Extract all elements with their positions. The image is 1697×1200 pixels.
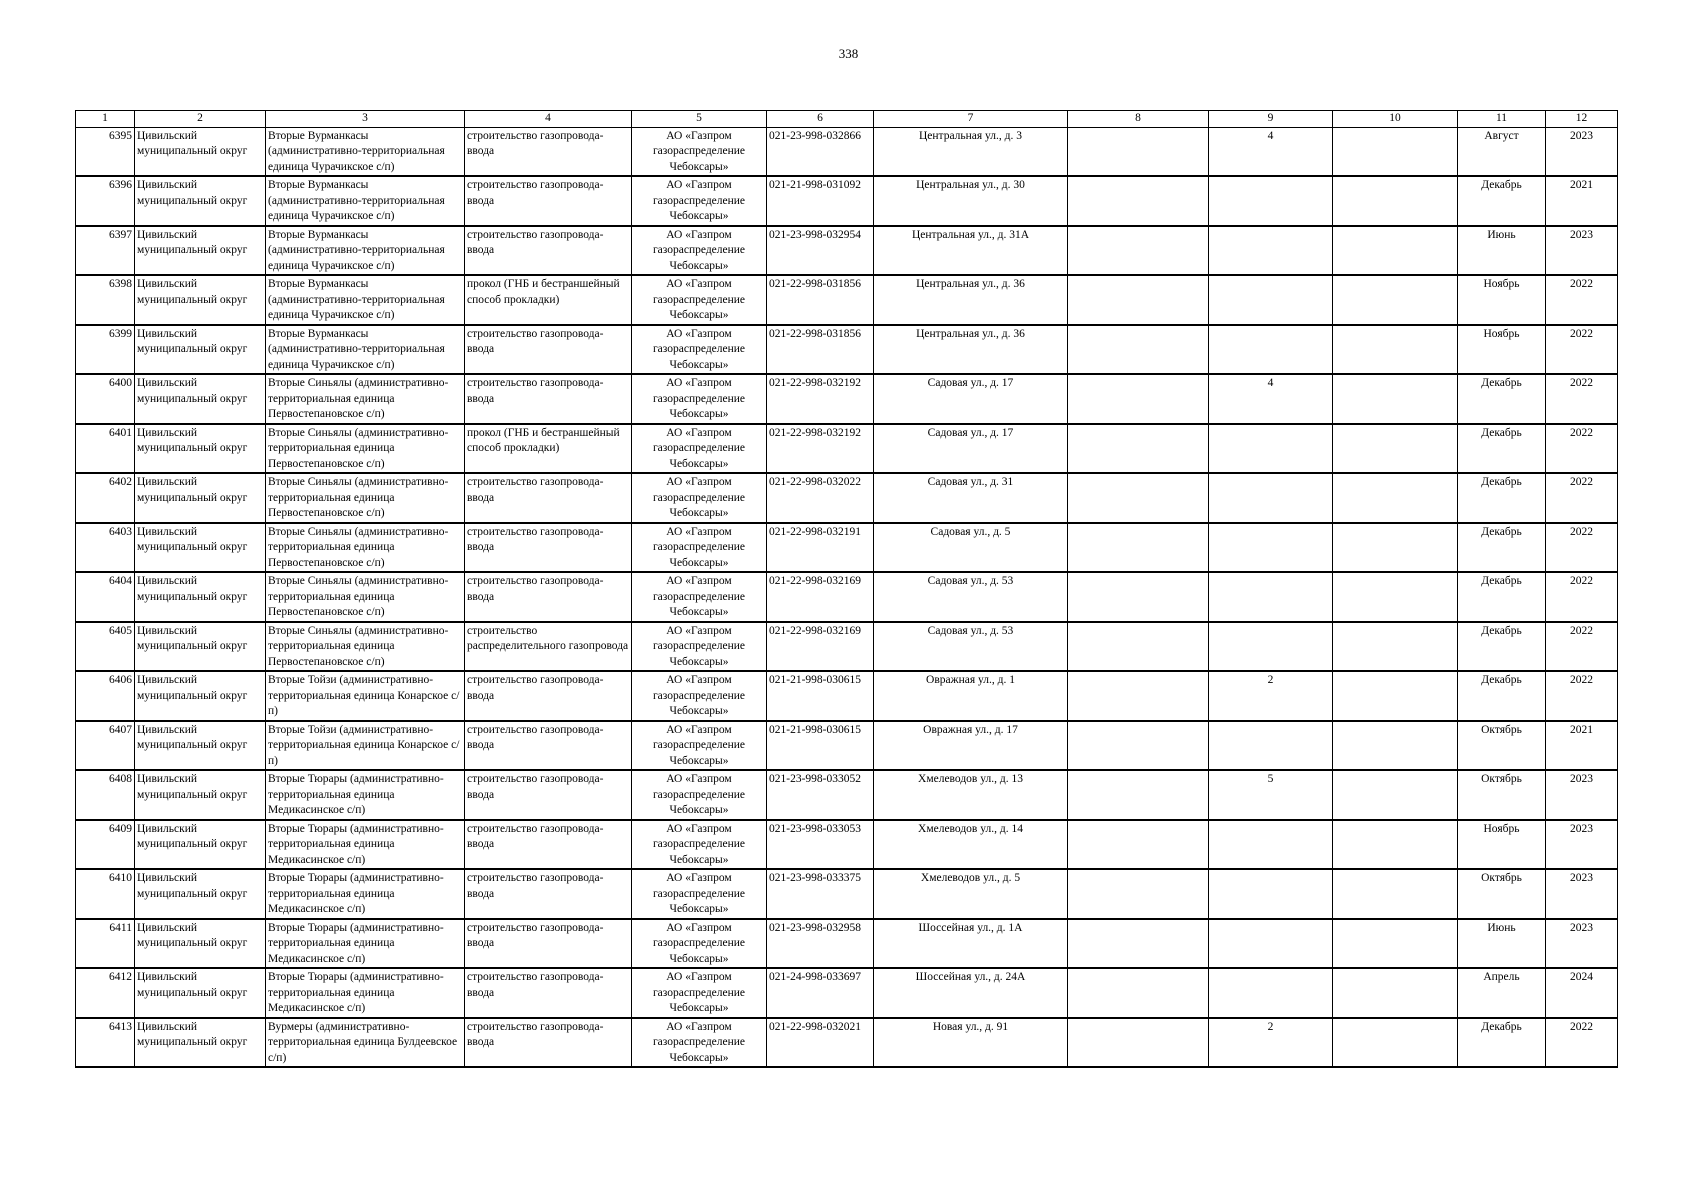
cell-month: Декабрь [1458, 374, 1546, 424]
cell-settlement: Вторые Тюрары (административно-территориальная единица Медикасинское с/п) [266, 869, 465, 919]
cell-organization: АО «Газпром газораспределение Чебоксары» [632, 622, 767, 672]
cell-month: Декабрь [1458, 671, 1546, 721]
cell-col8 [1068, 275, 1209, 325]
cell-address: Шоссейная ул., д. 1А [874, 919, 1068, 969]
cell-col8 [1068, 325, 1209, 375]
column-header: 8 [1068, 111, 1209, 128]
cell-col9 [1209, 820, 1333, 870]
cell-number: 6408 [76, 770, 135, 820]
cell-work-type: строительство газопровода-ввода [465, 325, 632, 375]
header-row [76, 111, 1618, 128]
cell-address: Хмелеводов ул., д. 5 [874, 869, 1068, 919]
table-row [76, 473, 1618, 523]
cell-year: 2023 [1546, 919, 1618, 969]
cell-code: 021-21-998-030615 [767, 671, 874, 721]
cell-address: Садовая ул., д. 17 [874, 374, 1068, 424]
cell-work-type: строительство газопровода-ввода [465, 176, 632, 226]
cell-col9 [1209, 572, 1333, 622]
cell-code: 021-22-998-032169 [767, 572, 874, 622]
cell-settlement: Вторые Тюрары (административно-территориальная единица Медикасинское с/п) [266, 770, 465, 820]
cell-number: 6409 [76, 820, 135, 870]
cell-work-type: строительство газопровода-ввода [465, 671, 632, 721]
cell-col9: 4 [1209, 374, 1333, 424]
cell-district: Цивильский муниципальный округ [135, 424, 266, 474]
cell-settlement: Вторые Вурманкасы (административно-территориальная единица Чурачикское с/п) [266, 275, 465, 325]
cell-address: Садовая ул., д. 53 [874, 572, 1068, 622]
cell-year: 2022 [1546, 275, 1618, 325]
table-row [76, 1018, 1618, 1068]
cell-number: 6396 [76, 176, 135, 226]
table-row [76, 721, 1618, 771]
cell-settlement: Вторые Тойзи (административно-территориальная единица Конарское с/п) [266, 721, 465, 771]
cell-month: Ноябрь [1458, 275, 1546, 325]
cell-settlement: Вторые Синьялы (административно-территориальная единица Первостепановское с/п) [266, 622, 465, 672]
cell-organization: АО «Газпром газораспределение Чебоксары» [632, 721, 767, 771]
cell-col9 [1209, 176, 1333, 226]
cell-col8 [1068, 226, 1209, 276]
cell-number: 6401 [76, 424, 135, 474]
cell-code: 021-22-998-032169 [767, 622, 874, 672]
cell-month: Декабрь [1458, 424, 1546, 474]
cell-organization: АО «Газпром газораспределение Чебоксары» [632, 869, 767, 919]
cell-col8 [1068, 721, 1209, 771]
cell-address: Центральная ул., д. 36 [874, 325, 1068, 375]
cell-organization: АО «Газпром газораспределение Чебоксары» [632, 226, 767, 276]
cell-district: Цивильский муниципальный округ [135, 770, 266, 820]
column-header: 3 [266, 111, 465, 128]
cell-work-type: прокол (ГНБ и бестраншейный способ прокладки) [465, 424, 632, 474]
column-header: 12 [1546, 111, 1618, 128]
cell-code: 021-21-998-031092 [767, 176, 874, 226]
cell-number: 6412 [76, 968, 135, 1018]
cell-col9 [1209, 226, 1333, 276]
page-number: 338 [838, 46, 859, 61]
cell-col8 [1068, 176, 1209, 226]
table-row [76, 622, 1618, 672]
cell-settlement: Вторые Тюрары (административно-территориальная единица Медикасинское с/п) [266, 919, 465, 969]
cell-year: 2023 [1546, 226, 1618, 276]
cell-code: 021-22-998-031856 [767, 325, 874, 375]
cell-organization: АО «Газпром газораспределение Чебоксары» [632, 374, 767, 424]
cell-address: Новая ул., д. 91 [874, 1018, 1068, 1068]
cell-month: Декабрь [1458, 473, 1546, 523]
cell-col10 [1333, 721, 1458, 771]
cell-settlement: Вторые Вурманкасы (административно-территориальная единица Чурачикское с/п) [266, 226, 465, 276]
cell-code: 021-23-998-033375 [767, 869, 874, 919]
cell-address: Садовая ул., д. 31 [874, 473, 1068, 523]
cell-organization: АО «Газпром газораспределение Чебоксары» [632, 325, 767, 375]
table-row [76, 226, 1618, 276]
cell-code: 021-23-998-033052 [767, 770, 874, 820]
cell-settlement: Вторые Тюрары (административно-территориальная единица Медикасинское с/п) [266, 968, 465, 1018]
cell-work-type: строительство газопровода-ввода [465, 374, 632, 424]
cell-month: Июнь [1458, 919, 1546, 969]
cell-district: Цивильский муниципальный округ [135, 919, 266, 969]
cell-col9 [1209, 721, 1333, 771]
cell-district: Цивильский муниципальный округ [135, 176, 266, 226]
cell-work-type: строительство газопровода-ввода [465, 572, 632, 622]
cell-settlement: Вторые Тойзи (административно-территориальная единица Конарское с/п) [266, 671, 465, 721]
cell-col9 [1209, 424, 1333, 474]
cell-col10 [1333, 1018, 1458, 1068]
cell-number: 6395 [76, 127, 135, 176]
table-row [76, 127, 1618, 176]
table-row [76, 968, 1618, 1018]
cell-work-type: строительство газопровода-ввода [465, 869, 632, 919]
cell-number: 6399 [76, 325, 135, 375]
cell-col9: 4 [1209, 127, 1333, 176]
cell-organization: АО «Газпром газораспределение Чебоксары» [632, 820, 767, 870]
cell-number: 6400 [76, 374, 135, 424]
cell-number: 6398 [76, 275, 135, 325]
cell-work-type: строительство газопровода-ввода [465, 226, 632, 276]
table-row [76, 424, 1618, 474]
cell-number: 6402 [76, 473, 135, 523]
cell-col10 [1333, 869, 1458, 919]
column-header: 5 [632, 111, 767, 128]
column-header: 9 [1209, 111, 1333, 128]
cell-organization: АО «Газпром газораспределение Чебоксары» [632, 176, 767, 226]
cell-organization: АО «Газпром газораспределение Чебоксары» [632, 919, 767, 969]
cell-col8 [1068, 820, 1209, 870]
cell-code: 021-23-998-033053 [767, 820, 874, 870]
cell-year: 2022 [1546, 374, 1618, 424]
cell-code: 021-22-998-032192 [767, 374, 874, 424]
cell-col8 [1068, 1018, 1209, 1068]
cell-address: Хмелеводов ул., д. 13 [874, 770, 1068, 820]
cell-col10 [1333, 572, 1458, 622]
cell-organization: АО «Газпром газораспределение Чебоксары» [632, 127, 767, 176]
cell-year: 2022 [1546, 523, 1618, 573]
cell-col10 [1333, 671, 1458, 721]
cell-code: 021-22-998-032192 [767, 424, 874, 474]
cell-number: 6411 [76, 919, 135, 969]
cell-work-type: строительство газопровода-ввода [465, 770, 632, 820]
cell-col8 [1068, 473, 1209, 523]
cell-settlement: Вторые Синьялы (административно-территориальная единица Первостепановское с/п) [266, 424, 465, 474]
cell-address: Садовая ул., д. 5 [874, 523, 1068, 573]
column-header: 1 [76, 111, 135, 128]
cell-work-type: строительство газопровода-ввода [465, 473, 632, 523]
cell-number: 6403 [76, 523, 135, 573]
cell-col10 [1333, 176, 1458, 226]
cell-settlement: Вурмеры (административно-территориальная единица Булдеевское с/п) [266, 1018, 465, 1068]
cell-month: Ноябрь [1458, 325, 1546, 375]
cell-number: 6404 [76, 572, 135, 622]
cell-address: Центральная ул., д. 3 [874, 127, 1068, 176]
cell-settlement: Вторые Тюрары (административно-территориальная единица Медикасинское с/п) [266, 820, 465, 870]
cell-district: Цивильский муниципальный округ [135, 226, 266, 276]
cell-col9 [1209, 919, 1333, 969]
cell-year: 2021 [1546, 721, 1618, 771]
cell-district: Цивильский муниципальный округ [135, 523, 266, 573]
cell-col9 [1209, 968, 1333, 1018]
cell-address: Садовая ул., д. 53 [874, 622, 1068, 672]
cell-col10 [1333, 374, 1458, 424]
cell-district: Цивильский муниципальный округ [135, 622, 266, 672]
cell-number: 6410 [76, 869, 135, 919]
cell-col8 [1068, 523, 1209, 573]
cell-col10 [1333, 770, 1458, 820]
cell-organization: АО «Газпром газораспределение Чебоксары» [632, 968, 767, 1018]
cell-address: Хмелеводов ул., д. 14 [874, 820, 1068, 870]
cell-code: 021-22-998-032191 [767, 523, 874, 573]
cell-code: 021-23-998-032954 [767, 226, 874, 276]
cell-settlement: Вторые Синьялы (административно-территориальная единица Первостепановское с/п) [266, 523, 465, 573]
cell-col9 [1209, 869, 1333, 919]
cell-col8 [1068, 968, 1209, 1018]
cell-month: Октябрь [1458, 869, 1546, 919]
cell-number: 6397 [76, 226, 135, 276]
cell-year: 2021 [1546, 176, 1618, 226]
cell-col10 [1333, 127, 1458, 176]
cell-col10 [1333, 275, 1458, 325]
cell-col8 [1068, 869, 1209, 919]
cell-work-type: строительство газопровода-ввода [465, 919, 632, 969]
cell-col10 [1333, 919, 1458, 969]
cell-address: Шоссейная ул., д. 24А [874, 968, 1068, 1018]
cell-col9: 5 [1209, 770, 1333, 820]
cell-settlement: Вторые Синьялы (административно-территориальная единица Первостепановское с/п) [266, 572, 465, 622]
cell-number: 6407 [76, 721, 135, 771]
table-row [76, 275, 1618, 325]
cell-district: Цивильский муниципальный округ [135, 968, 266, 1018]
cell-address: Центральная ул., д. 30 [874, 176, 1068, 226]
cell-col9: 2 [1209, 1018, 1333, 1068]
table-row [76, 523, 1618, 573]
cell-work-type: строительство газопровода-ввода [465, 523, 632, 573]
cell-code: 021-23-998-032866 [767, 127, 874, 176]
cell-settlement: Вторые Вурманкасы (административно-территориальная единица Чурачикское с/п) [266, 127, 465, 176]
cell-year: 2024 [1546, 968, 1618, 1018]
cell-month: Октябрь [1458, 770, 1546, 820]
table-row [76, 919, 1618, 969]
cell-number: 6405 [76, 622, 135, 672]
cell-col10 [1333, 968, 1458, 1018]
table-row [76, 820, 1618, 870]
cell-col9: 2 [1209, 671, 1333, 721]
cell-work-type: прокол (ГНБ и бестраншейный способ прокладки) [465, 275, 632, 325]
cell-organization: АО «Газпром газораспределение Чебоксары» [632, 572, 767, 622]
cell-month: Ноябрь [1458, 820, 1546, 870]
cell-month: Июнь [1458, 226, 1546, 276]
cell-number: 6406 [76, 671, 135, 721]
table-body [76, 127, 1618, 1067]
cell-district: Цивильский муниципальный округ [135, 820, 266, 870]
table-row [76, 374, 1618, 424]
cell-work-type: строительство газопровода-ввода [465, 127, 632, 176]
cell-settlement: Вторые Синьялы (административно-территориальная единица Первостепановское с/п) [266, 374, 465, 424]
cell-col8 [1068, 770, 1209, 820]
column-header: 10 [1333, 111, 1458, 128]
cell-code: 021-24-998-033697 [767, 968, 874, 1018]
table-row [76, 325, 1618, 375]
cell-organization: АО «Газпром газораспределение Чебоксары» [632, 523, 767, 573]
cell-col9 [1209, 275, 1333, 325]
cell-address: Садовая ул., д. 17 [874, 424, 1068, 474]
cell-month: Декабрь [1458, 622, 1546, 672]
cell-settlement: Вторые Синьялы (административно-территориальная единица Первостепановское с/п) [266, 473, 465, 523]
cell-district: Цивильский муниципальный округ [135, 275, 266, 325]
cell-code: 021-22-998-032022 [767, 473, 874, 523]
column-header: 4 [465, 111, 632, 128]
column-header: 7 [874, 111, 1068, 128]
cell-col8 [1068, 671, 1209, 721]
cell-work-type: строительство газопровода-ввода [465, 721, 632, 771]
cell-district: Цивильский муниципальный округ [135, 374, 266, 424]
table-row [76, 572, 1618, 622]
cell-col8 [1068, 127, 1209, 176]
cell-month: Декабрь [1458, 572, 1546, 622]
cell-month: Декабрь [1458, 1018, 1546, 1068]
cell-year: 2022 [1546, 671, 1618, 721]
cell-organization: АО «Газпром газораспределение Чебоксары» [632, 770, 767, 820]
table-row [76, 176, 1618, 226]
column-header: 2 [135, 111, 266, 128]
registry-table [75, 110, 1618, 1068]
cell-col8 [1068, 919, 1209, 969]
cell-col10 [1333, 820, 1458, 870]
column-header: 11 [1458, 111, 1546, 128]
cell-work-type: строительство газопровода-ввода [465, 820, 632, 870]
cell-settlement: Вторые Вурманкасы (административно-территориальная единица Чурачикское с/п) [266, 325, 465, 375]
cell-month: Август [1458, 127, 1546, 176]
cell-code: 021-22-998-031856 [767, 275, 874, 325]
cell-code: 021-21-998-030615 [767, 721, 874, 771]
cell-district: Цивильский муниципальный округ [135, 1018, 266, 1068]
cell-year: 2022 [1546, 473, 1618, 523]
cell-month: Декабрь [1458, 176, 1546, 226]
cell-col10 [1333, 473, 1458, 523]
cell-address: Центральная ул., д. 36 [874, 275, 1068, 325]
cell-col9 [1209, 523, 1333, 573]
column-header: 6 [767, 111, 874, 128]
cell-work-type: строительство газопровода-ввода [465, 1018, 632, 1068]
cell-year: 2023 [1546, 869, 1618, 919]
cell-month: Октябрь [1458, 721, 1546, 771]
cell-year: 2023 [1546, 770, 1618, 820]
cell-year: 2022 [1546, 1018, 1618, 1068]
cell-number: 6413 [76, 1018, 135, 1068]
table-row [76, 869, 1618, 919]
cell-col10 [1333, 325, 1458, 375]
cell-district: Цивильский муниципальный округ [135, 325, 266, 375]
cell-col8 [1068, 374, 1209, 424]
cell-col8 [1068, 424, 1209, 474]
cell-work-type: строительство газопровода-ввода [465, 968, 632, 1018]
cell-col9 [1209, 622, 1333, 672]
cell-col8 [1068, 572, 1209, 622]
cell-district: Цивильский муниципальный округ [135, 869, 266, 919]
cell-col10 [1333, 424, 1458, 474]
cell-year: 2023 [1546, 127, 1618, 176]
cell-organization: АО «Газпром газораспределение Чебоксары» [632, 671, 767, 721]
cell-col9 [1209, 325, 1333, 375]
cell-col10 [1333, 523, 1458, 573]
cell-year: 2022 [1546, 424, 1618, 474]
cell-month: Декабрь [1458, 523, 1546, 573]
cell-col10 [1333, 622, 1458, 672]
cell-year: 2022 [1546, 622, 1618, 672]
cell-year: 2022 [1546, 325, 1618, 375]
cell-settlement: Вторые Вурманкасы (административно-территориальная единица Чурачикское с/п) [266, 176, 465, 226]
cell-year: 2023 [1546, 820, 1618, 870]
cell-organization: АО «Газпром газораспределение Чебоксары» [632, 275, 767, 325]
cell-col8 [1068, 622, 1209, 672]
cell-address: Центральная ул., д. 31А [874, 226, 1068, 276]
cell-code: 021-22-998-032021 [767, 1018, 874, 1068]
cell-organization: АО «Газпром газораспределение Чебоксары» [632, 1018, 767, 1068]
cell-district: Цивильский муниципальный округ [135, 572, 266, 622]
table-row [76, 770, 1618, 820]
cell-district: Цивильский муниципальный округ [135, 127, 266, 176]
cell-district: Цивильский муниципальный округ [135, 721, 266, 771]
cell-address: Овражная ул., д. 1 [874, 671, 1068, 721]
cell-organization: АО «Газпром газораспределение Чебоксары» [632, 424, 767, 474]
cell-year: 2022 [1546, 572, 1618, 622]
cell-col9 [1209, 473, 1333, 523]
cell-col10 [1333, 226, 1458, 276]
cell-district: Цивильский муниципальный округ [135, 473, 266, 523]
table-row [76, 671, 1618, 721]
cell-district: Цивильский муниципальный округ [135, 671, 266, 721]
cell-organization: АО «Газпром газораспределение Чебоксары» [632, 473, 767, 523]
cell-work-type: строительство распределительного газопровода [465, 622, 632, 672]
cell-month: Апрель [1458, 968, 1546, 1018]
cell-code: 021-23-998-032958 [767, 919, 874, 969]
cell-address: Овражная ул., д. 17 [874, 721, 1068, 771]
